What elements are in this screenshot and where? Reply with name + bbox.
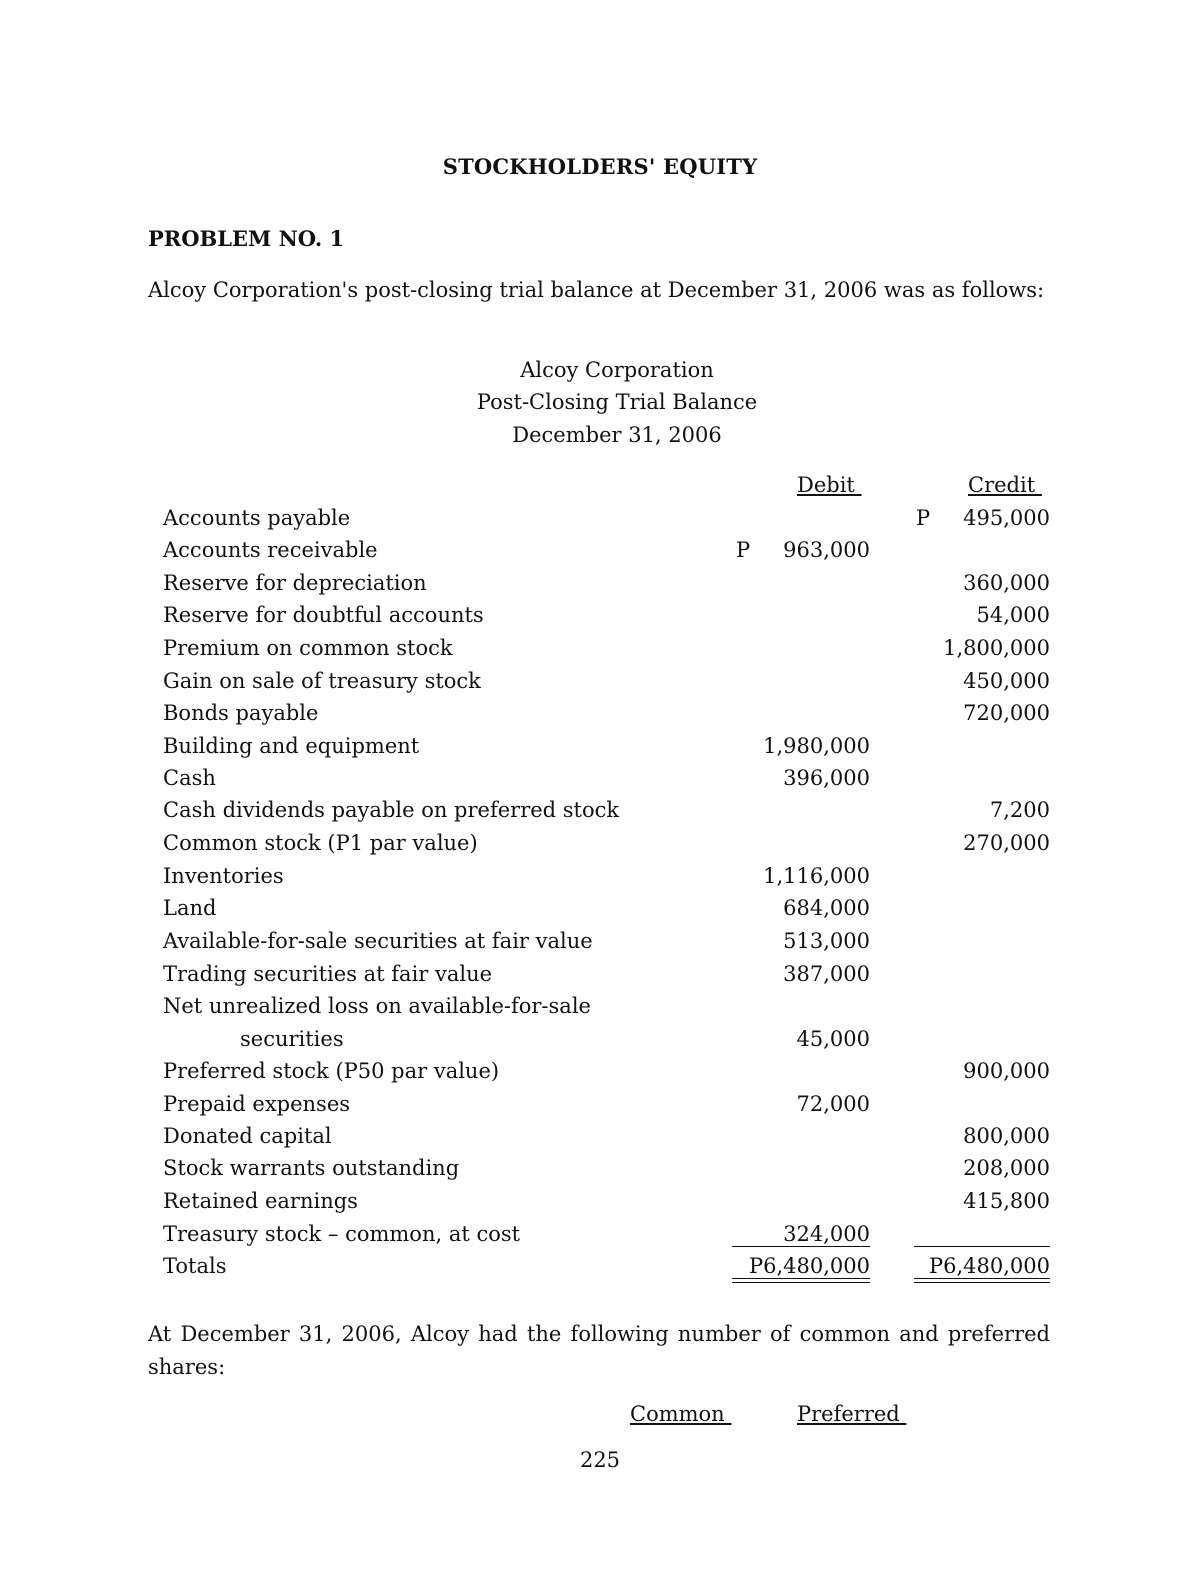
account-label: Net unrealized loss on available-for-sale [163, 994, 591, 1018]
debit-amount: 396,000 [783, 766, 870, 790]
credit-amount: 270,000 [963, 831, 1050, 855]
credit-amount: 208,000 [963, 1156, 1050, 1180]
table-row [0, 603, 1200, 635]
debit-amount: 324,000 [783, 1222, 870, 1246]
table-row [0, 669, 1200, 701]
problem-heading: PROBLEM NO. 1 [148, 226, 345, 251]
credit-amount: 7,200 [989, 798, 1050, 822]
peso-sign: P [916, 506, 931, 530]
credit-subtotal-rule [914, 1246, 1050, 1247]
credit-amount: 54,000 [976, 603, 1050, 627]
credit-amount: 450,000 [963, 669, 1050, 693]
page-title: STOCKHOLDERS' EQUITY [442, 154, 758, 179]
table-row [0, 962, 1200, 994]
account-label: Prepaid expenses [163, 1092, 351, 1116]
account-label: Cash [163, 766, 216, 790]
table-row [0, 896, 1200, 928]
debit-amount: 1,980,000 [763, 734, 870, 758]
credit-amount: 1,800,000 [943, 636, 1050, 660]
debit-amount: 684,000 [783, 896, 870, 920]
peso-sign: P [736, 538, 751, 562]
account-label: securities [240, 1027, 344, 1051]
statement-date: December 31, 2006 [512, 423, 722, 447]
account-label: Cash dividends payable on preferred stock [163, 798, 620, 822]
account-label: Donated capital [163, 1124, 332, 1148]
debit-total: P6,480,000 [748, 1254, 870, 1278]
table-row [0, 1124, 1200, 1156]
account-label: Available-for-sale securities at fair value [163, 929, 593, 953]
table-row [0, 506, 1200, 538]
debit-amount: 387,000 [783, 962, 870, 986]
debit-total-double-rule [732, 1278, 870, 1283]
credit-amount: 415,800 [963, 1189, 1050, 1213]
debit-amount: 963,000 [783, 538, 870, 562]
credit-total: P6,480,000 [928, 1254, 1050, 1278]
table-row [0, 734, 1200, 766]
table-row [0, 1092, 1200, 1124]
debit-amount: 72,000 [796, 1092, 870, 1116]
credit-total-double-rule [914, 1278, 1050, 1283]
table-row [0, 831, 1200, 863]
credit-column-header: Credit [968, 473, 1042, 497]
credit-amount: 900,000 [963, 1059, 1050, 1083]
account-label: Accounts payable [163, 506, 351, 530]
table-row [0, 798, 1200, 830]
account-label: Accounts receivable [163, 538, 378, 562]
table-row [0, 864, 1200, 896]
account-label: Preferred stock (P50 par value) [163, 1059, 500, 1083]
intro-paragraph: Alcoy Corporation's post-closing trial balance at December 31, 2006 was as follows: [148, 278, 1045, 302]
debit-subtotal-rule [732, 1246, 870, 1247]
table-row [0, 766, 1200, 798]
account-label: Reserve for depreciation [163, 571, 427, 595]
account-label: Retained earnings [163, 1189, 358, 1213]
account-label: Gain on sale of treasury stock [163, 669, 481, 693]
table-row [0, 1027, 1200, 1059]
table-row [0, 1189, 1200, 1221]
table-row [0, 929, 1200, 961]
table-row [0, 1156, 1200, 1188]
account-label: Treasury stock – common, at cost [163, 1222, 521, 1246]
debit-amount: 1,116,000 [763, 864, 870, 888]
credit-amount: 495,000 [963, 506, 1050, 530]
table-row [0, 1059, 1200, 1091]
page-number: 225 [579, 1448, 621, 1472]
table-row [0, 1222, 1200, 1254]
table-row [0, 636, 1200, 668]
common-column-header: Common [630, 1402, 732, 1426]
account-label: Stock warrants outstanding [163, 1156, 460, 1180]
table-row [0, 571, 1200, 603]
debit-column-header: Debit [797, 473, 862, 497]
account-label: Bonds payable [163, 701, 319, 725]
credit-amount: 360,000 [963, 571, 1050, 595]
shares-paragraph: At December 31, 2006, Alcoy had the following number of common and preferred shares: [148, 1322, 1050, 1379]
account-label: Trading securities at fair value [163, 962, 493, 986]
account-label: Building and equipment [163, 734, 420, 758]
debit-amount: 513,000 [783, 929, 870, 953]
table-row [0, 701, 1200, 733]
account-label: Land [163, 896, 217, 920]
account-label: Premium on common stock [163, 636, 453, 660]
table-row [0, 538, 1200, 570]
credit-amount: 720,000 [963, 701, 1050, 725]
account-label: Reserve for doubtful accounts [163, 603, 484, 627]
account-label: Inventories [163, 864, 284, 888]
table-row [0, 994, 1200, 1026]
statement-company: Alcoy Corporation [520, 358, 714, 382]
account-label: Common stock (P1 par value) [163, 831, 478, 855]
statement-name: Post-Closing Trial Balance [476, 390, 758, 414]
preferred-column-header: Preferred [797, 1402, 907, 1426]
credit-amount: 800,000 [963, 1124, 1050, 1148]
debit-amount: 45,000 [796, 1027, 870, 1051]
totals-label: Totals [163, 1254, 227, 1278]
